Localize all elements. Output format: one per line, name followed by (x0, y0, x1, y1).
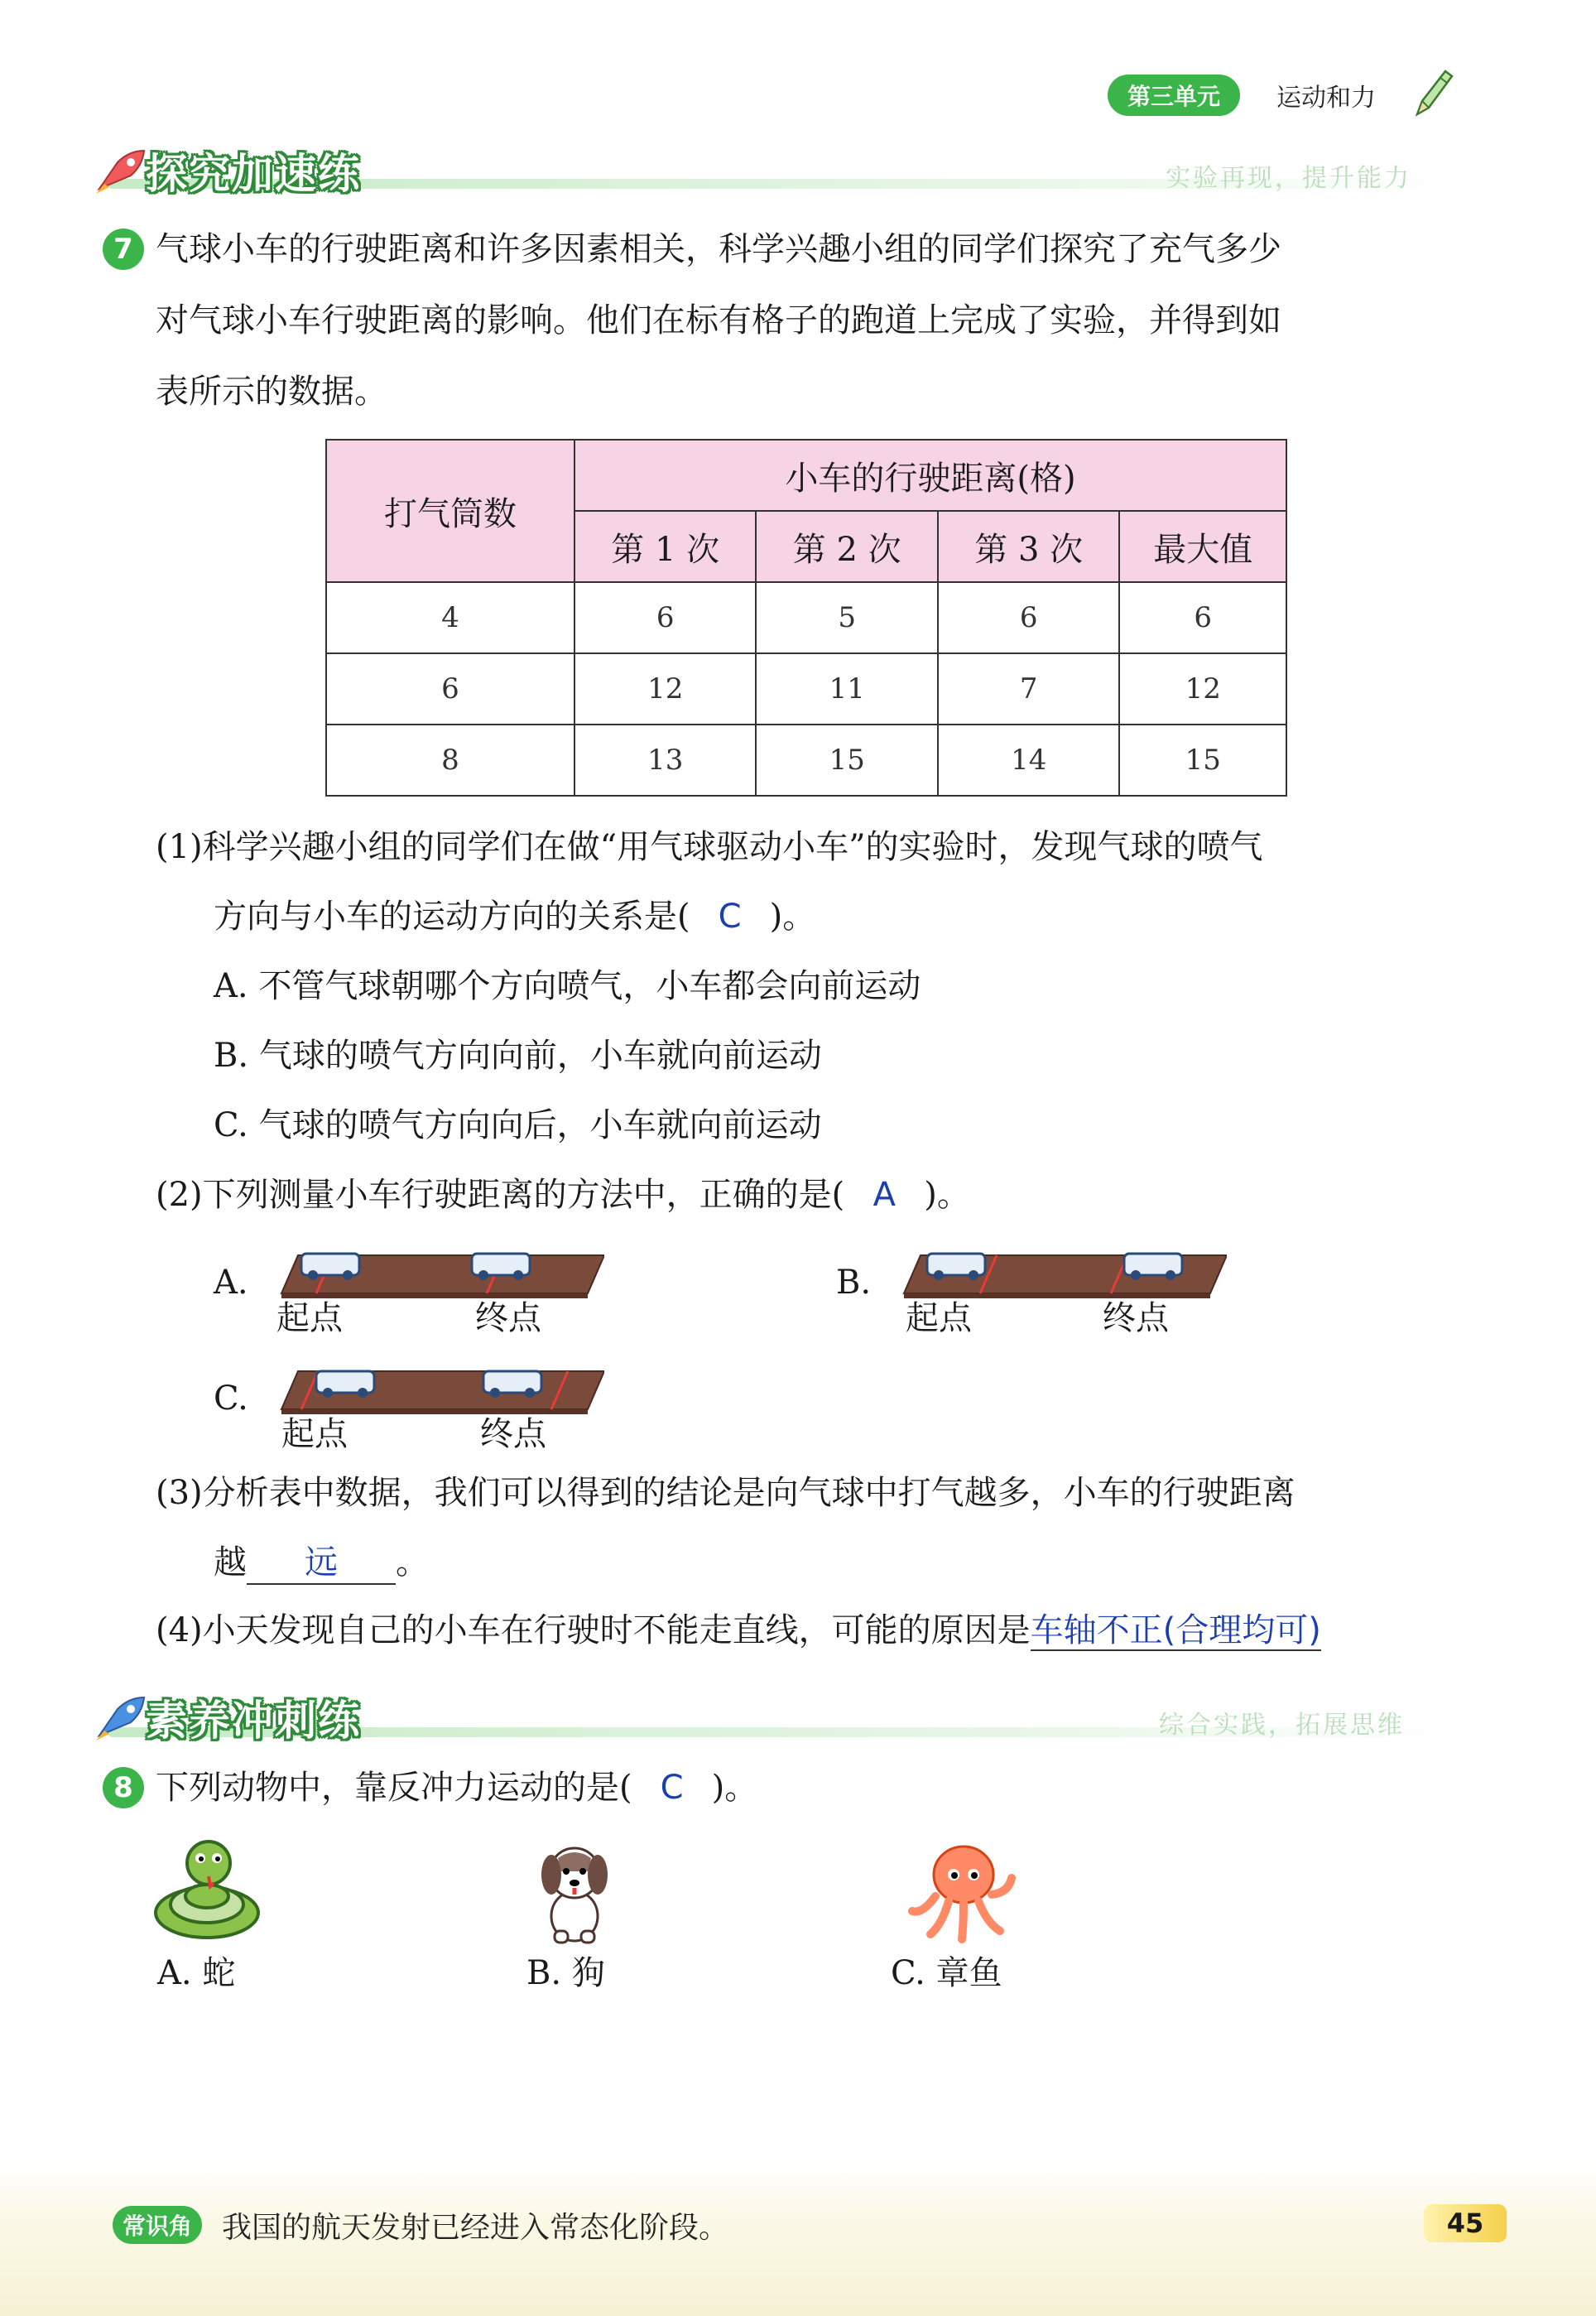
option-letter: C. (214, 1379, 248, 1418)
dog-icon (517, 1830, 632, 1946)
table-cell: 6 (1119, 582, 1286, 653)
question-number: 7 (103, 229, 144, 270)
prompt-text: 方向与小车的运动方向的关系是( (214, 898, 690, 936)
table-header-cell: 最大值 (1119, 511, 1286, 582)
data-table (325, 439, 1287, 797)
answer-text: A (873, 1176, 896, 1214)
prompt-text: (2)下列测量小车行驶距离的方法中，正确的是( (156, 1176, 845, 1214)
subquestion-4 (156, 1595, 1321, 1666)
table-cell: 15 (756, 725, 937, 796)
table-cell: 14 (938, 725, 1119, 796)
table-cell: 6 (326, 653, 574, 725)
rocket-icon (93, 1692, 151, 1742)
table-row (326, 582, 1286, 653)
table-row (326, 725, 1286, 796)
answer-text: C (718, 898, 742, 936)
end-label: 终点 (475, 1299, 541, 1337)
start-label: 起点 (276, 1299, 343, 1337)
unit-badge: 第三单元 (1108, 75, 1240, 116)
table-row (326, 653, 1286, 725)
prompt-text: 。 (396, 1543, 429, 1582)
page-number: 45 (1424, 2204, 1507, 2242)
option-b-label: B. 狗 (526, 1954, 605, 1992)
prompt-text: 下列动物中，靠反冲力运动的是( (156, 1769, 632, 1807)
subquestion-1: (1)科学兴趣小组的同学们在做“用气球驱动小车”的实验时，发现气球的喷气 (156, 828, 1263, 866)
table-cell: 5 (756, 582, 937, 653)
option-a: A. 不管气球朝哪个方向喷气，小车都会向前运动 (214, 967, 921, 1005)
subquestion-3: (3)分析表中数据，我们可以得到的结论是向气球中打气越多，小车的行驶距离 (156, 1474, 1296, 1512)
question-stem-line: 气球小车的行驶距离和许多因素相关，科学兴趣小组的同学们探究了充气多少 (156, 230, 1281, 268)
answer-text: C (660, 1769, 684, 1807)
tip-text: 我国的航天发射已经进入常态化阶段。 (222, 2211, 729, 2245)
subquestion-3-line2 (214, 1527, 429, 1598)
question-stem-line: 表所示的数据。 (156, 373, 387, 411)
prompt-text: 越 (214, 1543, 247, 1582)
unit-title: 运动和力 (1276, 84, 1376, 113)
table-header-cell: 第 1 次 (574, 511, 756, 582)
option-a-label: A. 蛇 (157, 1954, 236, 1992)
option-letter: A. (214, 1264, 248, 1302)
end-label: 终点 (1103, 1299, 1169, 1337)
start-label: 起点 (281, 1415, 348, 1453)
option-c: C. 气球的喷气方向向后，小车就向前运动 (214, 1106, 822, 1144)
option-letter: B. (836, 1264, 872, 1302)
question-stem (156, 1752, 757, 1823)
table-cell: 7 (938, 653, 1119, 725)
section-subtitle: 实验再现，提升能力 (1166, 164, 1411, 193)
table-cell: 11 (756, 653, 937, 725)
prompt-text: )。 (924, 1176, 970, 1214)
octopus-icon (906, 1832, 1022, 1948)
answer-blank: 远 (247, 1542, 396, 1585)
start-label: 起点 (906, 1299, 972, 1337)
pencil-icon (1407, 65, 1457, 123)
question-number: 8 (103, 1767, 144, 1808)
table-cell: 4 (326, 582, 574, 653)
end-label: 终点 (480, 1415, 546, 1453)
snake-icon (149, 1830, 265, 1946)
table-cell: 8 (326, 725, 574, 796)
prompt-text: )。 (711, 1769, 758, 1807)
tip-badge: 常识角 (113, 2206, 202, 2244)
answer-blank: 车轴不正(合理均可) (1030, 1611, 1321, 1649)
table-cell: 12 (1119, 653, 1286, 725)
table-cell: 13 (574, 725, 756, 796)
table-header-cell: 小车的行驶距离(格) (574, 440, 1286, 511)
section-title: 素养冲刺练 (146, 1697, 361, 1745)
section-title: 探究加速练 (146, 150, 361, 198)
option-b: B. 气球的喷气方向向前，小车就向前运动 (214, 1037, 822, 1075)
table-cell: 6 (574, 582, 756, 653)
table-header-cell: 第 2 次 (756, 511, 937, 582)
table-cell: 6 (938, 582, 1119, 653)
option-c-label: C. 章鱼 (891, 1954, 1002, 1992)
table-header-cell: 第 3 次 (938, 511, 1119, 582)
question-stem-line: 对气球小车行驶距离的影响。他们在标有格子的跑道上完成了实验，并得到如 (156, 301, 1281, 339)
rocket-icon (93, 146, 151, 195)
subquestion-1-line2 (214, 881, 815, 952)
prompt-text: (4)小天发现自己的小车在行驶时不能走直线，可能的原因是 (156, 1611, 1031, 1649)
subquestion-2 (156, 1159, 970, 1230)
table-cell: 12 (574, 653, 756, 725)
section-subtitle: 综合实践，拓展思维 (1159, 1711, 1405, 1740)
table-cell: 15 (1119, 725, 1286, 796)
prompt-text: )。 (769, 898, 816, 936)
table-header-cell: 打气筒数 (326, 440, 574, 582)
